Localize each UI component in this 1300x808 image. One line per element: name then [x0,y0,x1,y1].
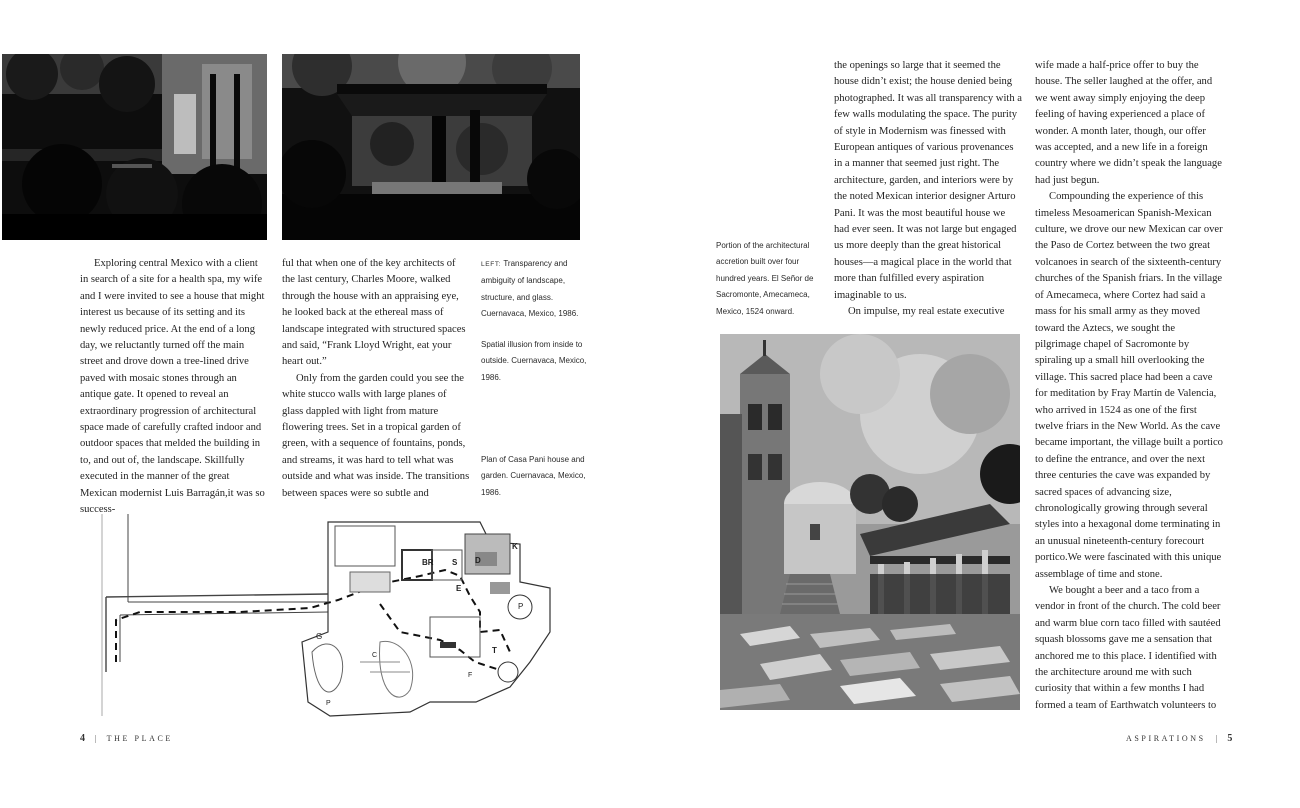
caption-spatial-illusion [481,337,593,386]
folio-divider: | [95,734,97,743]
plan-label: E [456,584,462,593]
right-page [650,0,1300,808]
caption-text: Plan of Casa Pani house and garden. Cuernavaca, Mexico, 1986. [481,455,586,497]
paragraph: the openings so large that it seemed the house didn’t exist; the house denied being photographed. It was all transparency with a few walls modulating the space. The purity of style in Modernism was finessed with European antiques of various provenances in a manner that seemed just right. The architecture, garden, and interiors were by the noted Mexican interior designer Arturo Pani. It was the most beautiful house we had ever seen. It was not large but engaged us more deeply than the great historical houses—a magical place in the world that more than fulfilled every aspiration imaginable to us. [834,60,1022,301]
plan-label: F [468,672,473,679]
photo-garden-transparency [2,54,267,240]
caption-text: Spatial illusion from inside to outside. Cuernavaca, Mexico, 1986. [481,340,587,382]
plan-label: BR [422,558,434,567]
running-head: ASPIRATIONS [1126,734,1206,743]
plan-label: D [475,556,481,565]
paragraph: Exploring central Mexico with a client in search of a site for a health spa, my wife and I were invited to see a house that might interest us because of its setting and its newly reduced price. At the end of a long day, we reluctantly turned off the main street and drove down a tree-lined drive paved with mosaic stones through an antique gate. It opened to reveal an extraordinary progression of architectural space made of carefully crafted indoor and outdoor spaces that melded the building in to, and out of, the landscape. Skillfully executed in the manner of the great Mexican modernist Luis Barragán,it was so success- [80,258,265,516]
page-number: 5 [1227,733,1233,744]
paragraph: ful that when one of the key architects of the last century, Charles Moore, walked through the house with an appraising eye, he looked back at the ethereal mass of landscape integrated with structured spaces and said, “Frank Lloyd Wright, eat your heart out.” [282,258,466,368]
caption-sacromonte [716,238,820,320]
plan-label: T [492,646,497,655]
running-head: THE PLACE [106,734,173,743]
left-folio [80,733,173,744]
right-body-column-2 [1035,58,1223,714]
paragraph: On impulse, my real estate executive [848,306,1005,318]
paragraph: Only from the garden could you see the white stucco walls with large planes of glass dappled with light from mature flowering trees. Set in a tropical garden of green, with a sequence of fountains, ponds, and streams, it was hard to tell what was outside and what was inside. The transitions between spaces were so subtle and [282,372,470,499]
plan-label: G [316,632,323,641]
caption-label: LEFT: [481,261,502,268]
plan-sketch-casa-pani [80,512,556,718]
plan-label: S [452,558,458,567]
paragraph: Compounding the experience of this timeless Mesoamerican Spanish-Mexican culture, we drove our new Mexican car over the Paso de Cortez between the two great volcanoes in search of the sixteenth-century churches of the Spanish friars. In the village of Amecameca, where Cortez had said a mass for his small army as they moved toward the Aztecs, we sought the pilgrimage chapel of Sacromonte by spiraling up a small hill overlooking the village. This sacred place had been a cave for meditation by Fray Martín de Valencia, who arrived in 1524 as one of the first twelve friars in the New World. As the cave became important, the village built a portico to define the entrance, and over the next three centuries the cave was expanded by sacred spaces of advancing size, chronologically growing through several styles into a hexagonal dome terminating in an unusual nineteenth-century forecourt portico.We were fascinated with this unique assemblage of time and stone. [1035,191,1223,580]
photo-spatial-illusion [282,54,580,240]
caption-text: Transparency and ambiguity of landscape, structure, and glass. Cuernavaca, Mexico, 1986. [481,259,579,319]
folio-divider: | [1215,734,1218,743]
caption-transparency [481,256,593,323]
paragraph: wife made a half-price offer to buy the house. The seller laughed at the offer, and we went away simply enjoying the deep feeling of having experienced a place of wonder. A month later, though, our offer was accepted, and a new life in a foreign country where we didn’t speak the language had just begun. [1035,60,1222,186]
left-body-column-1 [80,256,268,519]
plan-label: P [518,602,524,611]
right-folio [1126,733,1232,744]
caption-plan [481,452,596,501]
photo-sacromonte-chapel [720,334,1020,710]
caption-text: Portion of the architectural accretion built over four hundred years. El Señor de Sacromonte, Amecameca, Mexico, 1524 onward. [716,241,814,316]
page-number: 4 [80,733,85,744]
left-body-column-2 [282,256,470,502]
plan-label: P [326,700,331,707]
plan-label: K [512,542,518,551]
right-body-column-1 [834,58,1022,321]
plan-label: C [372,652,378,659]
paragraph: We bought a beer and a taco from a vendor in front of the church. The cold beer and warm blue corn taco filled with sautéed squash blossoms gave me a sensation that anchored me to this place. I identified with the architecture around me with such curiosity that within a few months I had formed a team of Earthwatch volunteers to [1035,585,1221,711]
